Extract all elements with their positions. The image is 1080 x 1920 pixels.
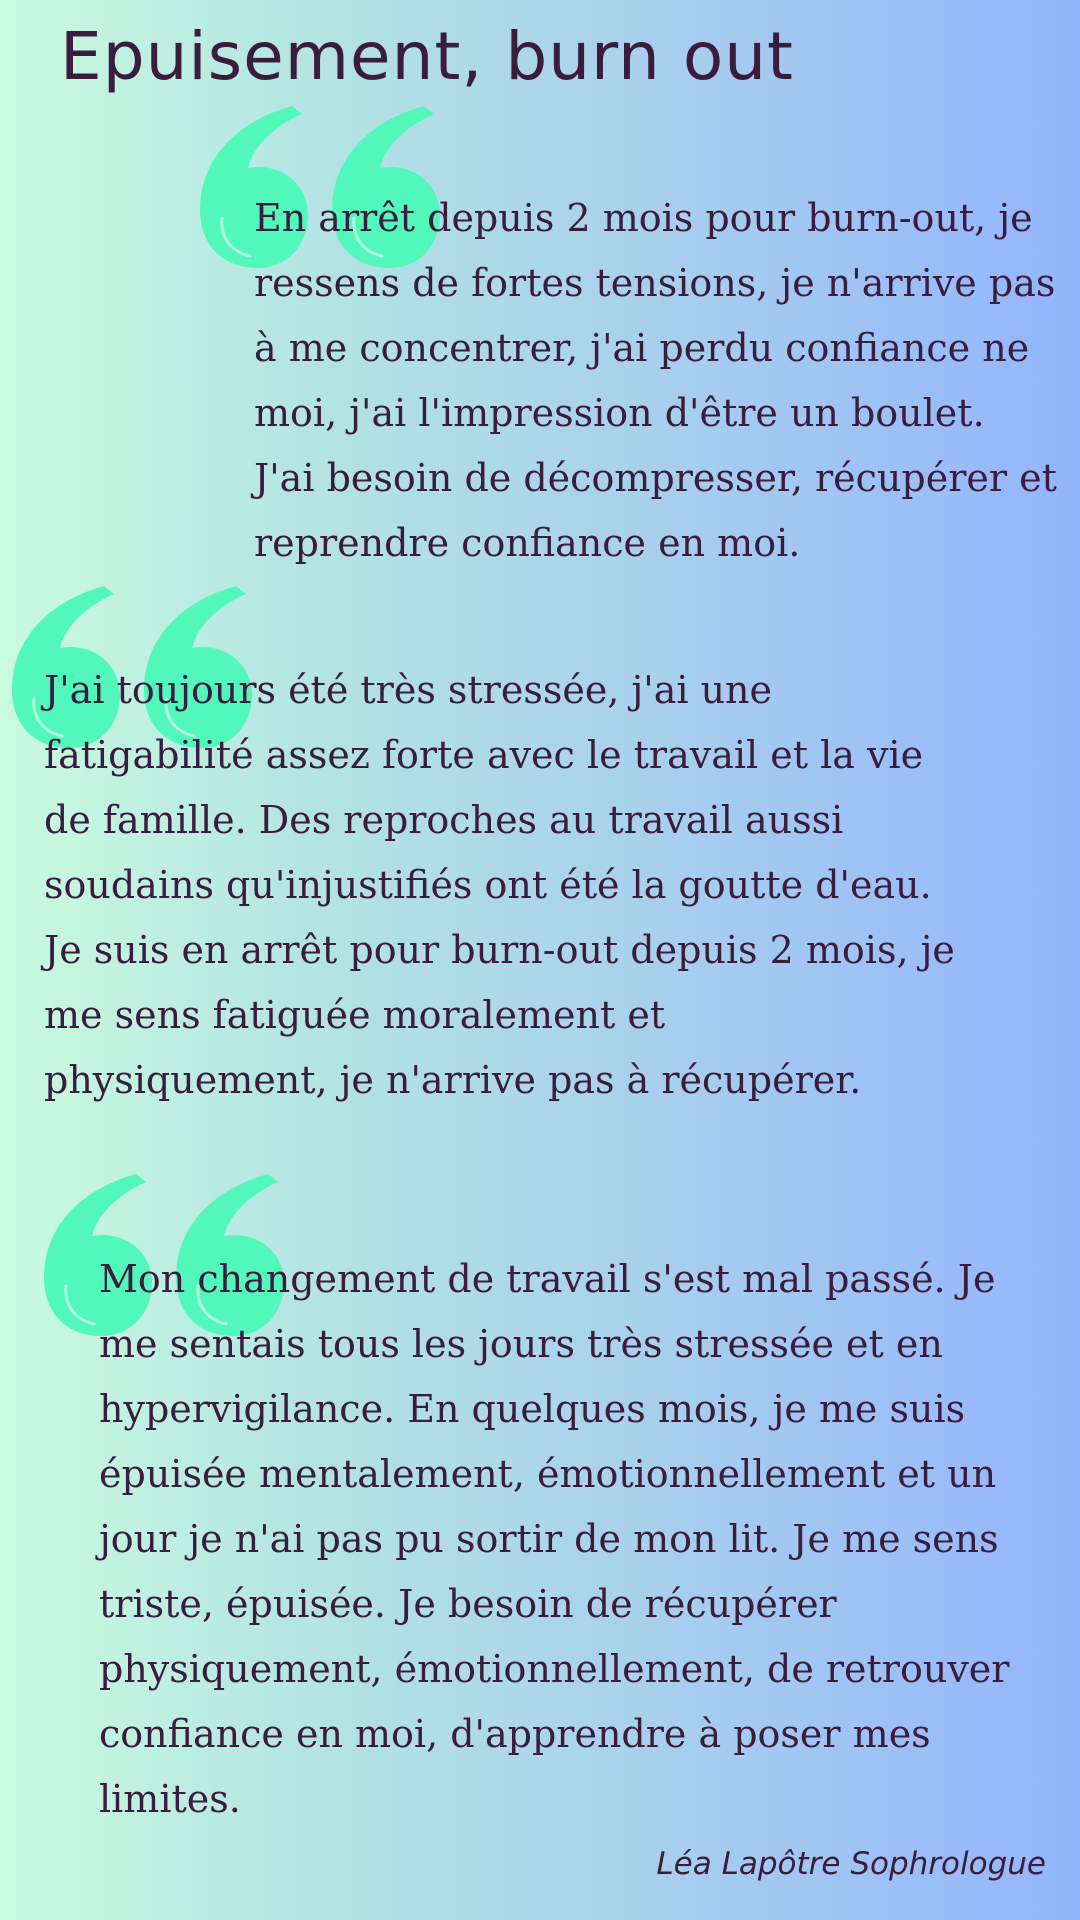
testimonial-text: En arrêt depuis 2 mois pour burn-out, je ressens de fortes tensions, je n'arrive pas à me concentrer, j'ai perdu confiance ne moi, j'ai l'impression d'être un boulet. J'ai besoin de décompresser, récupérer et reprendre confiance en moi. (254, 196, 1057, 565)
testimonial-text: J'ai toujours été très stressée, j'ai une fatigabilité assez forte avec le travail et la vie de famille. Des reproches au travail aussi soudains qu'injustifiés ont été la goutte d'eau. Je suis en arrêt pour burn-out depuis 2 mois, je me sens fatiguée moralement et physiquement, je n'arrive pas à récupérer. (44, 668, 955, 1102)
testimonial-text: Mon changement de travail s'est mal passé. Je me sentais tous les jours très stressée et en hypervigilance. En quelques mois, je me suis épuisée mentalement, émotionnellement et un jour je n'ai pas pu sortir de mon lit. Je me sens triste, épuisée. Je besoin de récupérer physiquement, émotionnellement, de retrouver confiance en moi, d'apprendre à poser mes limites. (99, 1257, 1010, 1821)
author-signature: Léa Lapôtre Sophrologue (656, 1846, 1046, 1882)
page-title: Epuisement, burn out (60, 18, 794, 95)
